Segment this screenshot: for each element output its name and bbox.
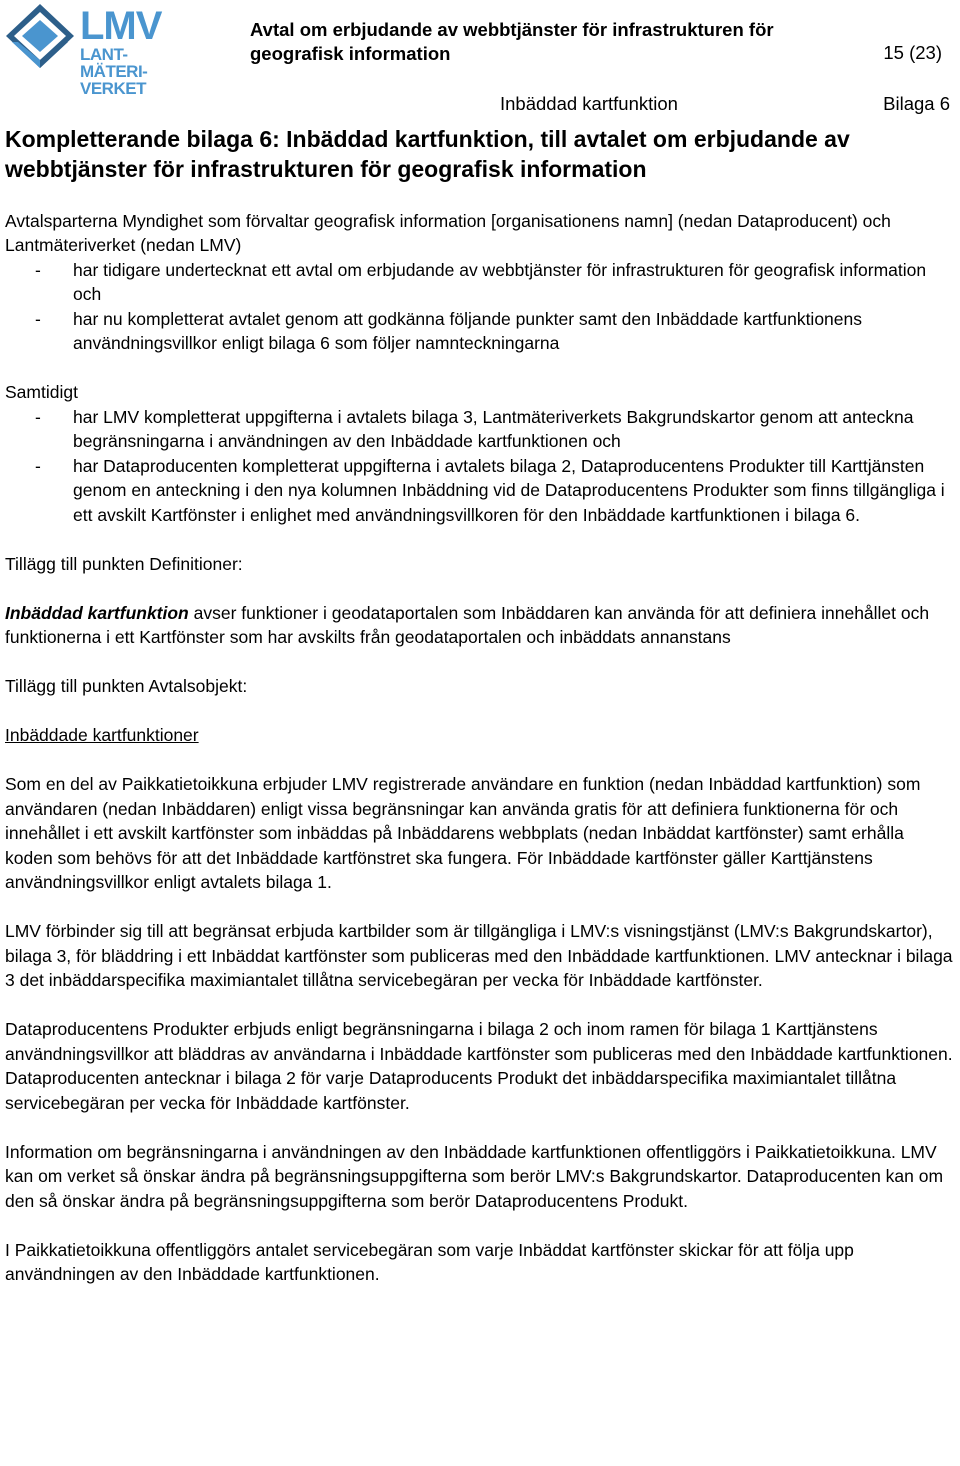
intro-list <box>5 258 953 356</box>
definition-term: Inbäddad kartfunktion <box>5 602 189 623</box>
lmv-emblem-icon <box>4 2 84 72</box>
list-item: - har tidigare undertecknat ett avtal om erbjudande av webbtjänster för infrastrukturen för geografisk information och <box>5 258 953 307</box>
logo-line-3: MÄTERI- <box>80 62 148 81</box>
avtalsobjekt-paragraph: I Paikkatietoikkuna offentliggörs antalet servicebegäran som varje Inbäddat kartfönster skickar för att följa upp användningen av den Inbäddade kartfunktionen. <box>5 1239 854 1284</box>
page-heading: Kompletterande bilaga 6: Inbäddad kartfunktion, till avtalet om erbjudande av webbtjänster för infrastrukturen för geografisk information <box>5 126 850 182</box>
definition-text: avser funktioner i geodataportalen som Inbäddaren kan använda för att definiera innehållet och funktionerna i ett Kartfönster som har avskilts från geodataportalen och inbäddats annanstans <box>5 602 930 647</box>
definition-paragraph <box>5 601 953 650</box>
list-item: - har Dataproducenten kompletterat uppgifterna i avtalets bilaga 2, Dataproducentens Produkter till Karttjänsten genom en anteckning i den nya kolumnen Inbäddning vid de Dataproducentens Produkter som finns tillgängliga i ett avskilt Kartfönster i enlighet med användningsvillkoren för den Inbäddade kartfunktionen i bilaga 6. <box>5 454 953 528</box>
lmv-logo <box>4 2 169 98</box>
logo-line-2: LANT- <box>80 45 128 64</box>
list-item: - har LMV kompletterat uppgifterna i avtalets bilaga 3, Lantmäteriverkets Bakgrundskartor genom att anteckna begränsningarna i användningen av den Inbäddade kartfunktionen och <box>5 405 953 454</box>
avtalsobjekt-paragraph: Dataproducentens Produkter erbjuds enligt begränsningarna i bilaga 2 och inom ramen för bilaga 1 Karttjänstens användningsvillkor att bläddras av användarna i Inbäddade kartfönster som publiceras med den Inbäddade kartfunktionen. Dataproducenten antecknar i bilaga 2 för varje Dataproducents Produkt det inbäddarspecifika maximiantalet tillåtna servicebegäran per vecka för Inbäddade kartfönster. <box>5 1019 953 1113</box>
samtidigt-label: Samtidigt <box>5 382 78 402</box>
avtalsobjekt-subheading: Inbäddade kartfunktioner <box>5 725 199 745</box>
avtalsobjekt-paragraph: LMV förbinder sig till att begränsat erbjuda kartbilder som är tillgängliga i LMV:s visningstjänst (LMV:s Bakgrundskartor), bilaga 3, för bläddring i ett Inbäddat kartfönster som publiceras med den Inbäddade kartfunktionen. LMV antecknar i bilaga 3 det inbäddarspecifika maximiantalet tillåtna servicebegäran per vecka för Inbäddade kartfönster. <box>5 921 953 990</box>
section-label: Inbäddad kartfunktion <box>500 93 678 114</box>
avtalsobjekt-paragraph: Information om begränsningarna i användningen av den Inbäddade kartfunktionen offentliggörs i Paikkatietoikkuna. LMV kan om verket så önskar ändra på begränsningsuppgifterna som berör LMV:s Bakgrundskartor. Dataproducenten kan om den så önskar ändra på begränsningsuppgifterna som berör Dataproducentens Produkt. <box>5 1141 944 1211</box>
definitions-label: Tillägg till punkten Definitioner: <box>5 553 243 574</box>
appendix-label: Bilaga 6 <box>883 93 950 114</box>
document-title-line-2: geografisk information <box>250 43 451 64</box>
samtidigt-list <box>5 405 953 528</box>
document-body <box>5 124 953 1287</box>
document-title-line-1: Avtal om erbjudande av webbtjänster för infrastrukturen för <box>250 19 774 40</box>
document-title <box>250 18 870 66</box>
avtalsobjekt-label: Tillägg till punkten Avtalsobjekt: <box>5 676 248 696</box>
logo-line-1: LMV <box>80 4 162 48</box>
logo-line-4: VERKET <box>80 79 146 98</box>
list-item: - har nu kompletterat avtalet genom att godkänna följande punkter samt den Inbäddade kartfunktionens användningsvillkor enligt bilaga 6 som följer namnteckningarna <box>5 307 953 356</box>
avtalsobjekt-paragraph: Som en del av Paikkatietoikkuna erbjuder LMV registrerade användare en funktion (nedan Inbäddad kartfunktion) som användaren (nedan Inbäddaren) enligt vissa begränsningar kan använda gratis för att definiera funktionerna för och innehållet i ett avskilt kartfönster som inbäddas på Inbäddarens webbplats (nedan Inbäddat kartfönster) samt erhålla koden som behövs för att det Inbäddade kartfönstret ska fungera. För Inbäddade kartfönster gäller Karttjänstens användningsvillkor enligt avtalets bilaga 1. <box>5 774 921 892</box>
page-number: 15 (23) <box>883 42 942 63</box>
intro-paragraph: Avtalsparterna Myndighet som förvaltar geografisk information [organisationens namn] (nedan Dataproducent) och Lantmäteriverket (nedan LMV) <box>5 210 891 255</box>
